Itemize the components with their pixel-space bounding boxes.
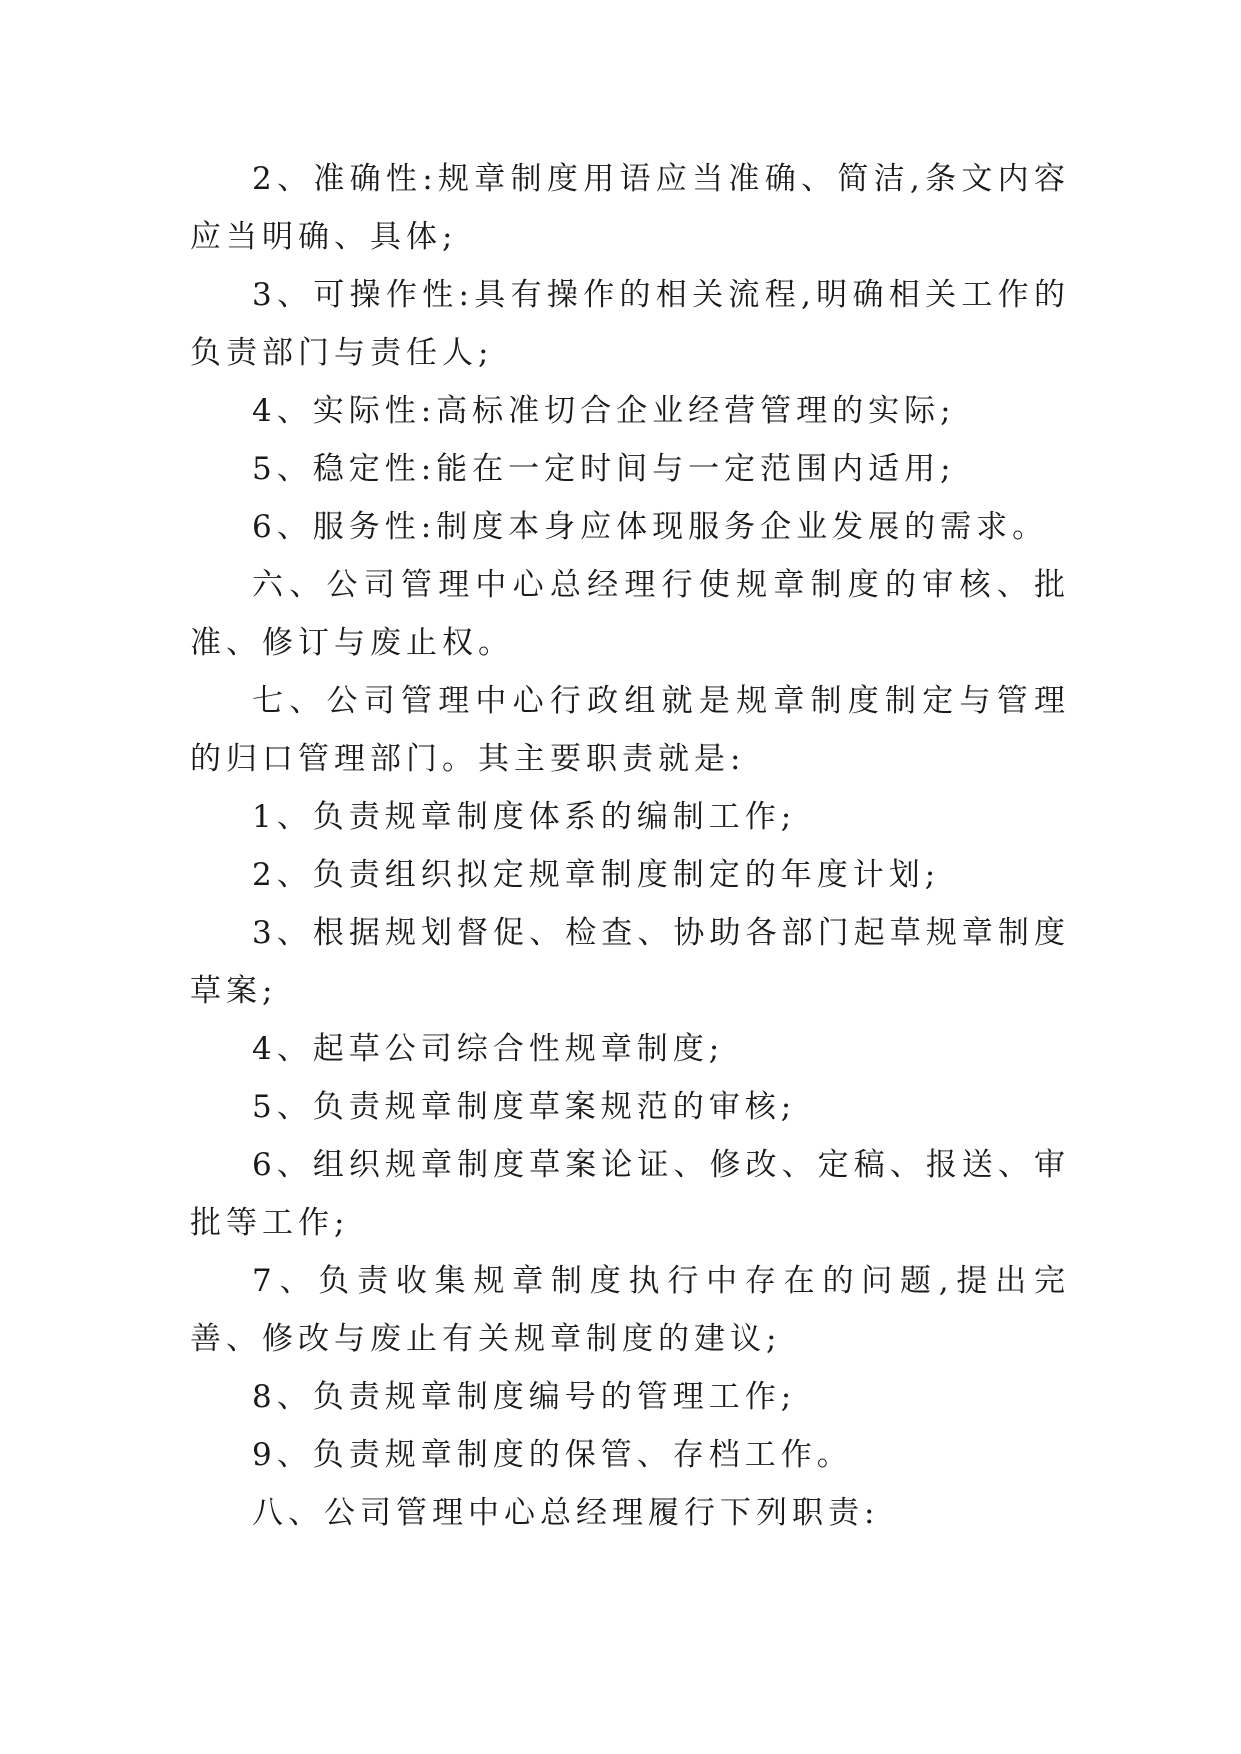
section-eight: 八、公司管理中心总经理履行下列职责:	[252, 1495, 880, 1531]
paragraph-practicality: 4、实际性:高标准切合企业经营管理的实际;	[252, 393, 956, 429]
duty-item-5: 5、负责规章制度草案规范的审核;	[252, 1089, 797, 1125]
duty-item-1: 1、负责规章制度体系的编制工作;	[252, 799, 797, 835]
section-seven: 七、公司管理中心行政组就是规章制度制定与管理的归口管理部门。其主要职责就是:	[190, 683, 1070, 777]
section-six: 六、公司管理中心总经理行使规章制度的审核、批准、修订与废止权。	[190, 567, 1070, 661]
duty-item-7: 7、负责收集规章制度执行中存在的问题,提出完善、修改与废止有关规章制度的建议;	[190, 1263, 1070, 1357]
duty-item-2: 2、负责组织拟定规章制度制定的年度计划;	[252, 857, 941, 893]
paragraph-stability: 5、稳定性:能在一定时间与一定范围内适用;	[252, 451, 956, 487]
duty-item-6: 6、组织规章制度草案论证、修改、定稿、报送、审批等工作;	[190, 1147, 1070, 1241]
duty-item-8: 8、负责规章制度编号的管理工作;	[252, 1379, 797, 1415]
duty-item-3: 3、根据规划督促、检查、协助各部门起草规章制度草案;	[190, 915, 1070, 1009]
paragraph-accuracy: 2、准确性:规章制度用语应当准确、简洁,条文内容应当明确、具体;	[190, 161, 1070, 255]
paragraph-service: 6、服务性:制度本身应体现服务企业发展的需求。	[252, 509, 1049, 545]
duty-item-4: 4、起草公司综合性规章制度;	[252, 1031, 725, 1067]
paragraph-operability: 3、可操作性:具有操作的相关流程,明确相关工作的负责部门与责任人;	[190, 277, 1070, 371]
duty-item-9: 9、负责规章制度的保管、存档工作。	[252, 1437, 853, 1473]
document-body	[190, 150, 1070, 1542]
